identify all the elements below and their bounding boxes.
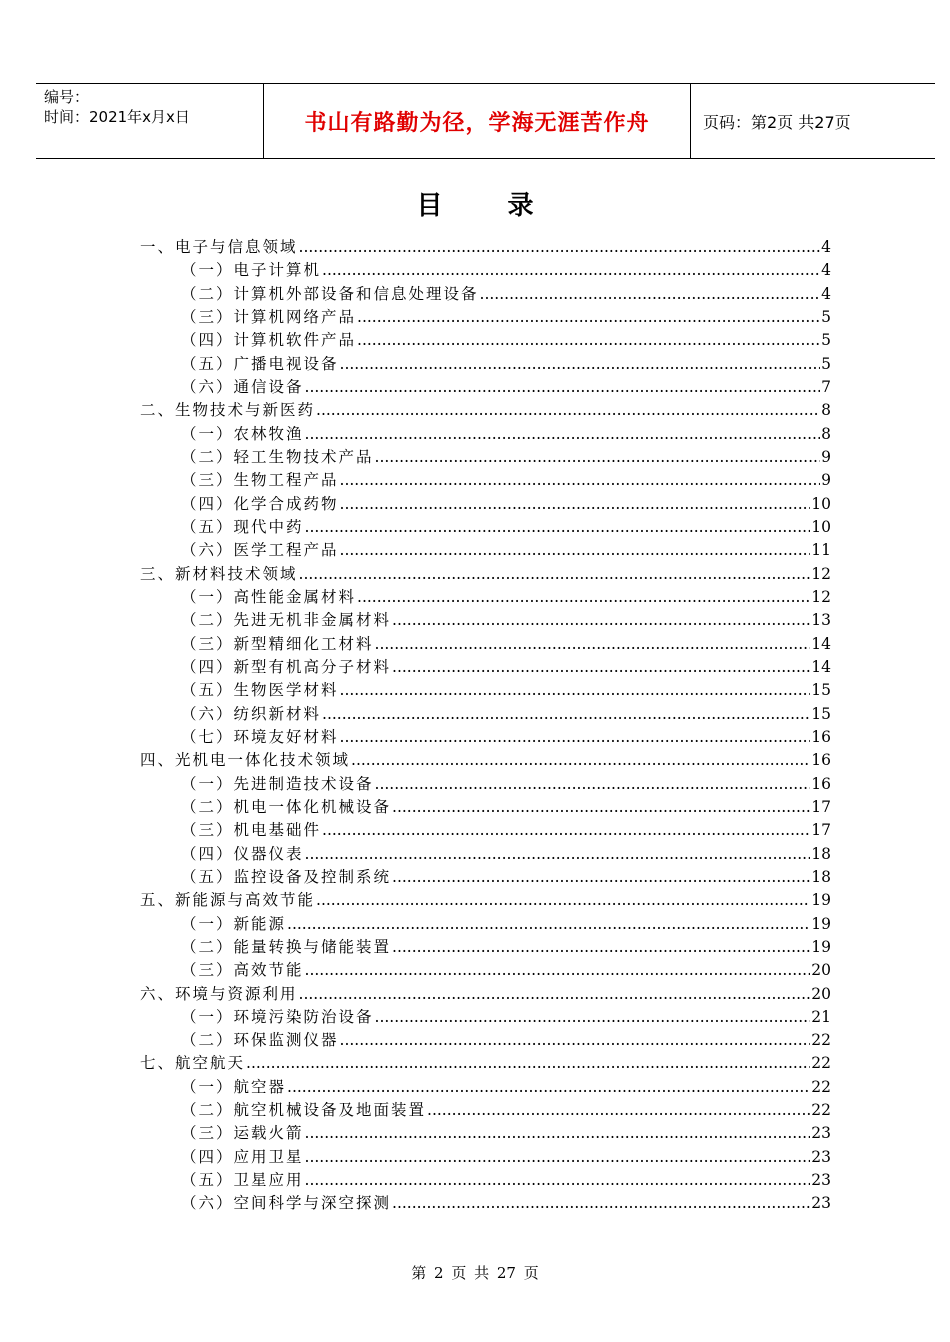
toc-leader-dots — [299, 563, 811, 586]
toc-entry-page: 23 — [811, 1124, 831, 1143]
toc-leader-dots — [299, 983, 811, 1006]
toc-entry-label: （五）生物医学材料 — [181, 681, 339, 700]
toc-entry-label: （二）航空机械设备及地面装置 — [181, 1101, 427, 1120]
toc-entry-page: 10 — [811, 517, 831, 536]
toc-entry-label: （四）仪器仪表 — [181, 844, 304, 863]
toc-entry[interactable] — [140, 843, 831, 866]
toc-entry-page: 12 — [811, 564, 831, 583]
toc-entry-page: 4 — [821, 261, 831, 280]
toc-entry-page: 18 — [811, 867, 831, 886]
toc-entry-page: 9 — [821, 447, 831, 466]
toc-entry-label: （三）计算机网络产品 — [181, 307, 357, 326]
toc-leader-dots — [305, 1122, 811, 1145]
toc-entry-label: （二）能量转换与储能装置 — [181, 937, 392, 956]
toc-entry-label: （一）先进制造技术设备 — [181, 774, 374, 793]
toc-entry[interactable] — [140, 959, 831, 982]
toc-entry-page: 19 — [811, 937, 831, 956]
toc-leader-dots — [340, 353, 821, 376]
toc-leader-dots — [480, 283, 821, 306]
toc-entry[interactable] — [140, 936, 831, 959]
toc-leader-dots — [340, 469, 821, 492]
toc-leader-dots — [305, 516, 811, 539]
toc-entry[interactable] — [140, 656, 831, 679]
toc-entry-page: 22 — [811, 1077, 831, 1096]
toc-leader-dots — [305, 1146, 811, 1169]
toc-entry[interactable] — [140, 469, 831, 492]
toc-leader-dots — [392, 609, 810, 632]
toc-entry[interactable] — [140, 679, 831, 702]
toc-entry-page: 20 — [811, 961, 831, 980]
toc-entry-page: 5 — [821, 307, 831, 326]
toc-entry-page: 13 — [811, 611, 831, 630]
toc-leader-dots — [322, 819, 810, 842]
toc-entry-label: （二）轻工生物技术产品 — [181, 447, 374, 466]
toc-entry-page: 5 — [821, 331, 831, 350]
toc-entry-label: （二）环保监测仪器 — [181, 1031, 339, 1050]
toc-leader-dots — [305, 423, 821, 446]
toc-leader-dots — [392, 866, 810, 889]
toc-entry-page: 18 — [811, 844, 831, 863]
toc-entry[interactable] — [140, 493, 831, 516]
toc-entry-label: （五）卫星应用 — [181, 1171, 304, 1190]
table-of-contents — [140, 236, 831, 1216]
toc-leader-dots — [375, 1006, 811, 1029]
toc-entry-label: （四）应用卫星 — [181, 1147, 304, 1166]
toc-entry[interactable] — [140, 633, 831, 656]
toc-entry-page: 22 — [811, 1031, 831, 1050]
toc-entry-label: （三）生物工程产品 — [181, 471, 339, 490]
toc-entry-page: 17 — [811, 821, 831, 840]
toc-leader-dots — [392, 656, 810, 679]
toc-leader-dots — [392, 936, 810, 959]
toc-entry[interactable] — [140, 983, 831, 1006]
toc-entry[interactable] — [140, 329, 831, 352]
toc-entry-label: （六）纺织新材料 — [181, 704, 322, 723]
toc-entry[interactable] — [140, 796, 831, 819]
toc-entry[interactable] — [140, 1029, 831, 1052]
toc-entry[interactable] — [140, 353, 831, 376]
toc-entry-label: （一）航空器 — [181, 1077, 287, 1096]
toc-leader-dots — [316, 399, 820, 422]
toc-entry-page: 5 — [821, 354, 831, 373]
toc-entry[interactable] — [140, 1052, 831, 1075]
toc-entry[interactable] — [140, 563, 831, 586]
toc-entry-page: 12 — [811, 587, 831, 606]
toc-entry-label: （二）机电一体化机械设备 — [181, 797, 392, 816]
toc-entry-page: 21 — [811, 1007, 831, 1026]
toc-entry[interactable] — [140, 1006, 831, 1029]
toc-entry-label: （七）环境友好材料 — [181, 727, 339, 746]
toc-leader-dots — [375, 633, 811, 656]
toc-entry[interactable] — [140, 1122, 831, 1145]
toc-entry-page: 4 — [821, 284, 831, 303]
toc-entry[interactable] — [140, 703, 831, 726]
toc-title: 目 录 — [416, 191, 562, 221]
toc-entry-page: 22 — [811, 1054, 831, 1073]
toc-leader-dots — [305, 376, 821, 399]
page-header — [36, 83, 935, 159]
page-footer: 第 2 页 共 27 页 — [411, 1264, 539, 1282]
toc-entry-page: 4 — [821, 238, 831, 256]
toc-leader-dots — [299, 236, 821, 259]
toc-entry-label: （三）新型精细化工材料 — [181, 634, 374, 653]
toc-entry-page: 14 — [811, 634, 831, 653]
toc-entry-label: 七、航空航天 — [140, 1054, 246, 1073]
header-slogan: 书山有路勤为径，学海无涯苦作舟 — [264, 84, 691, 158]
toc-entry-page: 16 — [811, 751, 831, 770]
toc-entry-page: 22 — [811, 1101, 831, 1120]
toc-leader-dots — [351, 749, 810, 772]
toc-leader-dots — [375, 446, 821, 469]
toc-entry-label: 三、新材料技术领域 — [140, 564, 298, 583]
toc-entry[interactable] — [140, 399, 831, 422]
toc-entry-label: （五）广播电视设备 — [181, 354, 339, 373]
toc-entry[interactable] — [140, 609, 831, 632]
toc-entry[interactable] — [140, 726, 831, 749]
toc-entry-page: 19 — [811, 914, 831, 933]
toc-entry[interactable] — [140, 866, 831, 889]
toc-entry-page: 8 — [821, 401, 831, 420]
toc-entry[interactable] — [140, 306, 831, 329]
toc-entry[interactable] — [140, 749, 831, 772]
toc-entry[interactable] — [140, 819, 831, 842]
toc-entry-page: 10 — [811, 494, 831, 513]
toc-entry-page: 23 — [811, 1194, 831, 1213]
toc-leader-dots — [357, 586, 810, 609]
toc-entry-page: 8 — [821, 424, 831, 443]
toc-leader-dots — [392, 1192, 810, 1215]
toc-entry-label: （二）先进无机非金属材料 — [181, 611, 392, 630]
toc-entry-label: 五、新能源与高效节能 — [140, 891, 316, 910]
toc-entry-label: （一）农林牧渔 — [181, 424, 304, 443]
toc-entry[interactable] — [140, 1076, 831, 1099]
toc-entry[interactable] — [140, 259, 831, 282]
toc-entry-label: 六、环境与资源利用 — [140, 984, 298, 1003]
toc-entry-label: （一）环境污染防治设备 — [181, 1007, 374, 1026]
toc-leader-dots — [340, 539, 811, 562]
toc-entry-page: 23 — [811, 1171, 831, 1190]
toc-entry-page: 23 — [811, 1147, 831, 1166]
toc-leader-dots — [340, 493, 811, 516]
toc-entry[interactable] — [140, 586, 831, 609]
toc-entry-label: 二、生物技术与新医药 — [140, 401, 316, 420]
toc-entry-label: （六）医学工程产品 — [181, 541, 339, 560]
toc-entry-label: （一）新能源 — [181, 914, 287, 933]
toc-entry[interactable] — [140, 423, 831, 446]
toc-entry-label: （三）高效节能 — [181, 961, 304, 980]
toc-entry[interactable] — [140, 889, 831, 912]
toc-leader-dots — [392, 796, 810, 819]
toc-entry-page: 16 — [811, 774, 831, 793]
toc-entry-label: （三）机电基础件 — [181, 821, 322, 840]
toc-entry-page: 11 — [811, 541, 831, 560]
toc-entry[interactable] — [140, 446, 831, 469]
toc-entry[interactable] — [140, 376, 831, 399]
toc-entry-page: 16 — [811, 727, 831, 746]
toc-leader-dots — [316, 889, 810, 912]
toc-leader-dots — [357, 329, 820, 352]
toc-leader-dots — [246, 1052, 810, 1075]
time-label: 时间：2021年x月x日 — [44, 108, 190, 126]
header-meta — [36, 84, 264, 158]
toc-entry-label: （三）运载火箭 — [181, 1124, 304, 1143]
toc-leader-dots — [357, 306, 820, 329]
toc-entry-page: 7 — [821, 377, 831, 396]
toc-leader-dots — [340, 726, 811, 749]
toc-entry[interactable] — [140, 1146, 831, 1169]
toc-entry[interactable] — [140, 236, 831, 259]
toc-leader-dots — [287, 913, 810, 936]
toc-entry-page: 15 — [811, 704, 831, 723]
toc-entry-label: 一、电子与信息领域 — [140, 238, 298, 256]
toc-entry[interactable] — [140, 913, 831, 936]
toc-entry-label: （六）通信设备 — [181, 377, 304, 396]
toc-entry-page: 14 — [811, 657, 831, 676]
toc-entry[interactable] — [140, 539, 831, 562]
toc-entry-label: （四）化学合成药物 — [181, 494, 339, 513]
toc-leader-dots — [305, 959, 811, 982]
toc-entry-page: 19 — [811, 891, 831, 910]
toc-entry-label: （六）空间科学与深空探测 — [181, 1194, 392, 1213]
toc-leader-dots — [340, 1029, 811, 1052]
header-page-info: 页码：第2页 共27页 — [703, 112, 851, 132]
toc-entry-label: 四、光机电一体化技术领域 — [140, 751, 351, 770]
toc-entry[interactable] — [140, 516, 831, 539]
toc-leader-dots — [322, 703, 810, 726]
toc-entry[interactable] — [140, 1192, 831, 1215]
toc-entry-label: （五）现代中药 — [181, 517, 304, 536]
toc-entry[interactable] — [140, 1169, 831, 1192]
toc-leader-dots — [287, 1076, 810, 1099]
toc-entry[interactable] — [140, 283, 831, 306]
toc-entry-page: 15 — [811, 681, 831, 700]
toc-leader-dots — [427, 1099, 810, 1122]
toc-leader-dots — [305, 1169, 811, 1192]
toc-entry[interactable] — [140, 773, 831, 796]
toc-entry-label: （五）监控设备及控制系统 — [181, 867, 392, 886]
code-label: 编号： — [44, 88, 90, 106]
toc-entry-page: 9 — [821, 471, 831, 490]
toc-entry-page: 17 — [811, 797, 831, 816]
toc-entry-label: （二）计算机外部设备和信息处理设备 — [181, 284, 479, 303]
toc-leader-dots — [340, 679, 811, 702]
toc-entry-label: （一）高性能金属材料 — [181, 587, 357, 606]
toc-entry-page: 20 — [811, 984, 831, 1003]
toc-leader-dots — [322, 259, 820, 282]
toc-entry-label: （一）电子计算机 — [181, 261, 322, 280]
toc-entry-label: （四）新型有机高分子材料 — [181, 657, 392, 676]
toc-leader-dots — [305, 843, 811, 866]
toc-leader-dots — [375, 773, 811, 796]
toc-entry-label: （四）计算机软件产品 — [181, 331, 357, 350]
toc-entry[interactable] — [140, 1099, 831, 1122]
